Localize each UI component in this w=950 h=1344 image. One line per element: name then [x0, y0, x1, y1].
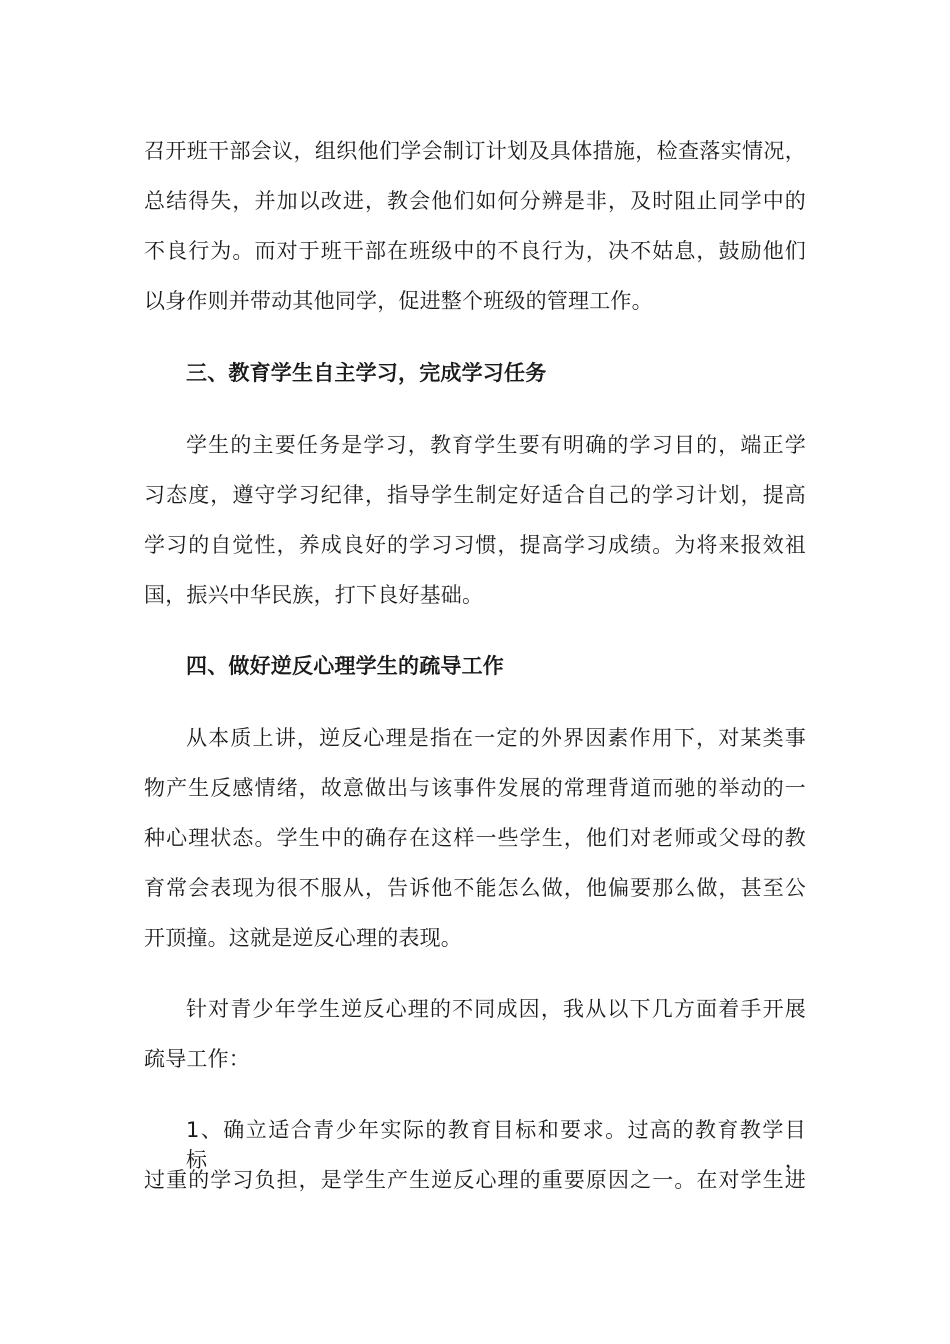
paragraph-line: 物产生反感情绪，故意做出与该事件发展的常理背道而驰的举动的一 — [144, 776, 806, 800]
paragraph-line: 1、确立适合青少年实际的教育目标和要求。过高的教育教学目标， — [186, 1118, 806, 1172]
paragraph-line: 开顶撞。这就是逆反心理的表现。 — [144, 926, 462, 950]
paragraph-line: 疏导工作： — [144, 1047, 250, 1071]
paragraph-line: 国，振兴中华民族，打下良好基础。 — [144, 583, 484, 607]
paragraph-line: 总结得失，并加以改进，教会他们如何分辨是非，及时阻止同学中的 — [144, 189, 806, 213]
paragraph-line: 以身作则并带动其他同学，促进整个班级的管理工作。 — [144, 289, 653, 313]
paragraph-line: 召开班干部会议，组织他们学会制订计划及具体措施，检查落实情况， — [144, 139, 806, 163]
section-heading: 三、教育学生自主学习，完成学习任务 — [186, 361, 547, 385]
paragraph-line: 育常会表现为很不服从，告诉他不能怎么做，他偏要那么做，甚至公 — [144, 876, 806, 900]
paragraph-line: 学生的主要任务是学习，教育学生要有明确的学习目的，端正学 — [186, 433, 806, 457]
paragraph-line: 习态度，遵守学习纪律，指导学生制定好适合自己的学习计划，提高 — [144, 483, 806, 507]
paragraph-line: 种心理状态。学生中的确存在这样一些学生，他们对老师或父母的教 — [144, 826, 806, 850]
paragraph-line: 学习的自觉性，养成良好的学习习惯，提高学习成绩。为将来报效祖 — [144, 533, 806, 557]
paragraph-line: 不良行为。而对于班干部在班级中的不良行为，决不姑息，鼓励他们 — [144, 239, 806, 263]
paragraph-line: 从本质上讲，逆反心理是指在一定的外界因素作用下，对某类事 — [186, 726, 806, 750]
paragraph-line: 针对青少年学生逆反心理的不同成因，我从以下几方面着手开展 — [186, 997, 806, 1021]
section-heading: 四、做好逆反心理学生的疏导工作 — [186, 654, 504, 678]
paragraph-line: 过重的学习负担，是学生产生逆反心理的重要原因之一。在对学生进 — [144, 1168, 806, 1192]
